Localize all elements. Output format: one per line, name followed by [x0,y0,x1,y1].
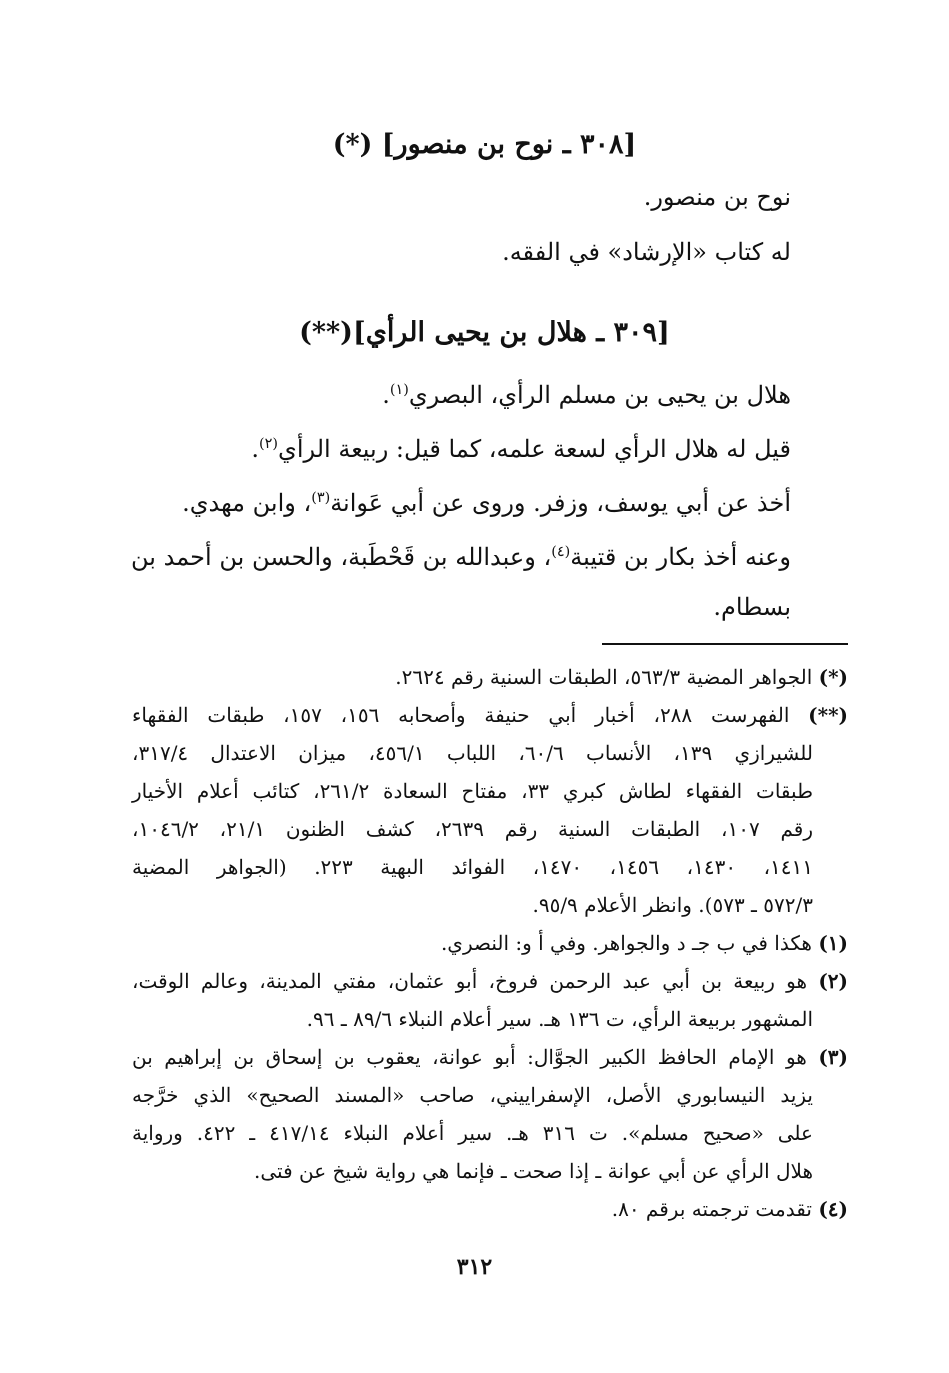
footnote-ref-4: (٤) [551,544,571,560]
footnote-1 [132,928,848,958]
footnote-4-text: تقدمت ترجمته برقم ٨٠. [611,1197,812,1221]
entry-309-line-4-text: وعنه أخذ بكار بن قتيبة [570,543,791,571]
entry-309-line-2 [131,432,791,466]
page-number: ٣١٢ [456,1254,493,1280]
entry-309-line-4 [131,540,791,574]
footnote-separator [602,643,848,645]
entry-309-line-5: بسطام. [713,593,791,621]
entry-309-line-1-text: هلال بن يحيى بن مسلم الرأي، البصري [408,381,791,409]
footnote-1-text: هكذا في ب جـ د والجواهر. وفي أ و: النصري. [440,931,812,955]
footnote-4 [132,1194,848,1224]
footnote-3-text-1: هو الإمام الحافظ الكبير الجوَّال: أبو عوانة، يعقوب بن إسحاق بن إبراهيم بن [132,1045,807,1069]
footnote-3-line-3: على «صحيح مسلم». ت ٣١٦ هـ. سير أعلام النبلاء ٤١٧/١٤ ـ ٤٢٢. ورواية [132,1121,813,1145]
footnote-3-mark: (٣) [818,1045,848,1069]
entry-308-title: [٣٠٨ ـ نوح بن منصور] (*) [332,129,637,160]
footnote-star1 [132,662,848,692]
footnote-star2-line-1 [132,700,848,730]
footnote-star2-text-1: الفهرست ٢٨٨، أخبار أبي حنيفة وأصحابه ١٥٦، ١٥٧، طبقات الفقهاء [132,703,790,727]
entry-309-line-1 [131,378,791,412]
footnote-1-mark: (١) [818,931,848,955]
entry-309-line-1-end: . [382,381,390,409]
footnote-2-mark: (٢) [818,969,849,993]
footnote-star2-line-4: رقم ١٠٧، الطبقات السنية رقم ٢٦٣٩، كشف الظنون ٢١/١، ١٠٤٦/٢، [132,817,813,841]
entry-309-line-3 [131,486,791,520]
entry-308-line-1: نوح بن منصور. [643,183,791,211]
entry-309-line-3-text: أخذ عن أبي يوسف، وزفر. وروى عن أبي عَوانة [330,489,791,517]
footnote-star2-line-6: ٥٧٢/٣ ـ ٥٧٣). وانظر الأعلام ٩٥/٩. [532,893,813,917]
footnote-4-mark: (٤) [818,1197,848,1221]
footnote-star2-mark: (**) [808,703,848,727]
footnote-3-line-1 [132,1042,848,1072]
footnote-star1-text: الجواهر المضية ٥٦٣/٣، الطبقات السنية رقم ٢٦٢٤. [395,665,813,689]
footnote-2-line-1 [132,966,848,996]
entry-309-line-4-end: ، وعبدالله بن قَحْطَبة، والحسن بن أحمد بن [131,543,552,571]
footnote-ref-1: (١) [389,382,409,398]
footnote-2-text-1: هو ربيعة بن أبي عبد الرحمن فروخ، أبو عثمان، مفتي المدينة، وعالم الوقت، [132,969,808,993]
entry-309-line-2-end: . [251,435,260,463]
entry-309-line-3-end: ، وابن مهدي. [182,489,312,517]
footnote-star2-line-5: ١٤١١، ١٤٣٠، ١٤٥٦، ١٤٧٠، الفوائد البهية ٢٢٣. (الجواهر المضية [132,855,814,879]
entry-308-line-2: له كتاب «الإرشاد» في الفقه. [502,238,791,266]
footnote-ref-3: (٣) [311,490,331,506]
footnote-2-line-2: المشهور بربيعة الرأي، ت ١٣٦ هـ. سير أعلام النبلاء ٨٩/٦ ـ ٩٦. [306,1007,813,1031]
footnote-star1-mark: (*) [818,665,848,689]
footnote-3-line-2: يزيد النيسابوري الأصل، الإسفراييني، صاحب «المسند الصحيح» الذي خرَّجه [132,1083,813,1107]
entry-309-title: [٣٠٩ ـ هلال بن يحيى الرأي](**) [299,317,670,348]
footnote-star2-line-3: طبقات الفقهاء لطاش كبري ٣٣، مفتاح السعادة ٢٦١/٢، كتائب أعلام الأخيار [132,779,813,803]
footnote-star2-line-2: للشيرازي ١٣٩، الأنساب ٦٠/٦، اللباب ٤٥٦/١، ميزان الاعتدال ٣١٧/٤، [132,741,813,765]
entry-309-line-2-text: قيل له هلال الرأي لسعة علمه، كما قيل: ربيعة الرأي [278,435,791,463]
footnote-3-line-4: هلال الرأي عن أبي عوانة ـ إذا صحت ـ فإنما هي رواية شيخ عن فتى. [254,1159,813,1183]
footnote-ref-2: (٢) [259,436,279,452]
